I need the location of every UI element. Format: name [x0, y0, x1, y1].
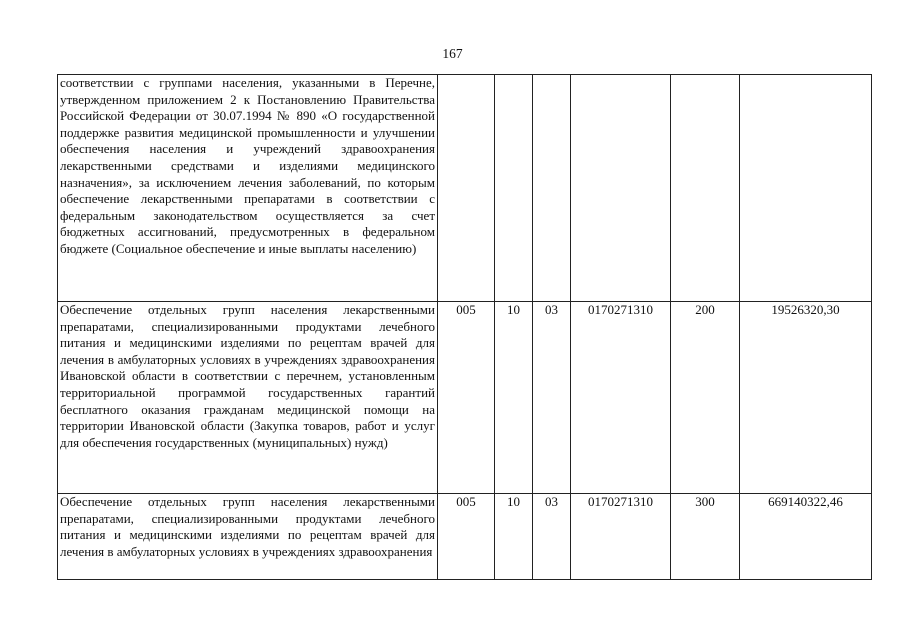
- amount-value: [740, 75, 872, 302]
- section-code: 10: [495, 494, 533, 580]
- table-row: [58, 302, 872, 494]
- expense-type-code: 200: [671, 302, 740, 494]
- budget-table: [57, 74, 872, 580]
- expense-type-code: [671, 75, 740, 302]
- subsection-code: 03: [533, 302, 571, 494]
- table-row: [58, 494, 872, 580]
- page-number: 167: [442, 46, 463, 61]
- table-row: [58, 75, 872, 302]
- row-description: Обеспечение отдельных групп населения лекарственными препаратами, специализированными продуктами лечебного питания и медицинскими изделиями по рецептам врачей для лечения в амбулаторных условиях в учреждениях здравоохранения: [58, 494, 438, 580]
- amount-value: 669140322,46: [740, 494, 872, 580]
- ministry-code: 005: [438, 302, 495, 494]
- subsection-code: 03: [533, 494, 571, 580]
- row-description: соответствии с группами населения, указанными в Перечне, утвержденном приложением 2 к Постановлению Правительства Российской Федерации от 30.07.1994 № 890 «О государственной поддержке развития медицинской промышленности и улучшении обеспечения населения и учреждений здравоохранения лекарственными средствами и изделиями медицинского назначения», за исключением лечения заболеваний, по которым обеспечение лекарственными препаратами в соответствии с федеральным законодательством осуществляется за счет бюджетных ассигнований, предусмотренных в федеральном бюджете (Социальное обеспечение и иные выплаты населению): [58, 75, 438, 302]
- expense-type-code: 300: [671, 494, 740, 580]
- amount-value: 19526320,30: [740, 302, 872, 494]
- section-code: 10: [495, 302, 533, 494]
- ministry-code: [438, 75, 495, 302]
- target-article-code: 0170271310: [571, 494, 671, 580]
- row-description: Обеспечение отдельных групп населения лекарственными препаратами, специализированными продуктами лечебного питания и медицинскими изделиями по рецептам врачей для лечения в амбулаторных условиях в учреждениях здравоохранения Ивановской области в соответствии с перечнем, установленным территориальной программой государственных гарантий бесплатного оказания гражданам медицинской помощи на территории Ивановской области (Закупка товаров, работ и услуг для обеспечения государственных (муниципальных) нужд): [58, 302, 438, 494]
- subsection-code: [533, 75, 571, 302]
- target-article-code: 0170271310: [571, 302, 671, 494]
- section-code: [495, 75, 533, 302]
- target-article-code: [571, 75, 671, 302]
- ministry-code: 005: [438, 494, 495, 580]
